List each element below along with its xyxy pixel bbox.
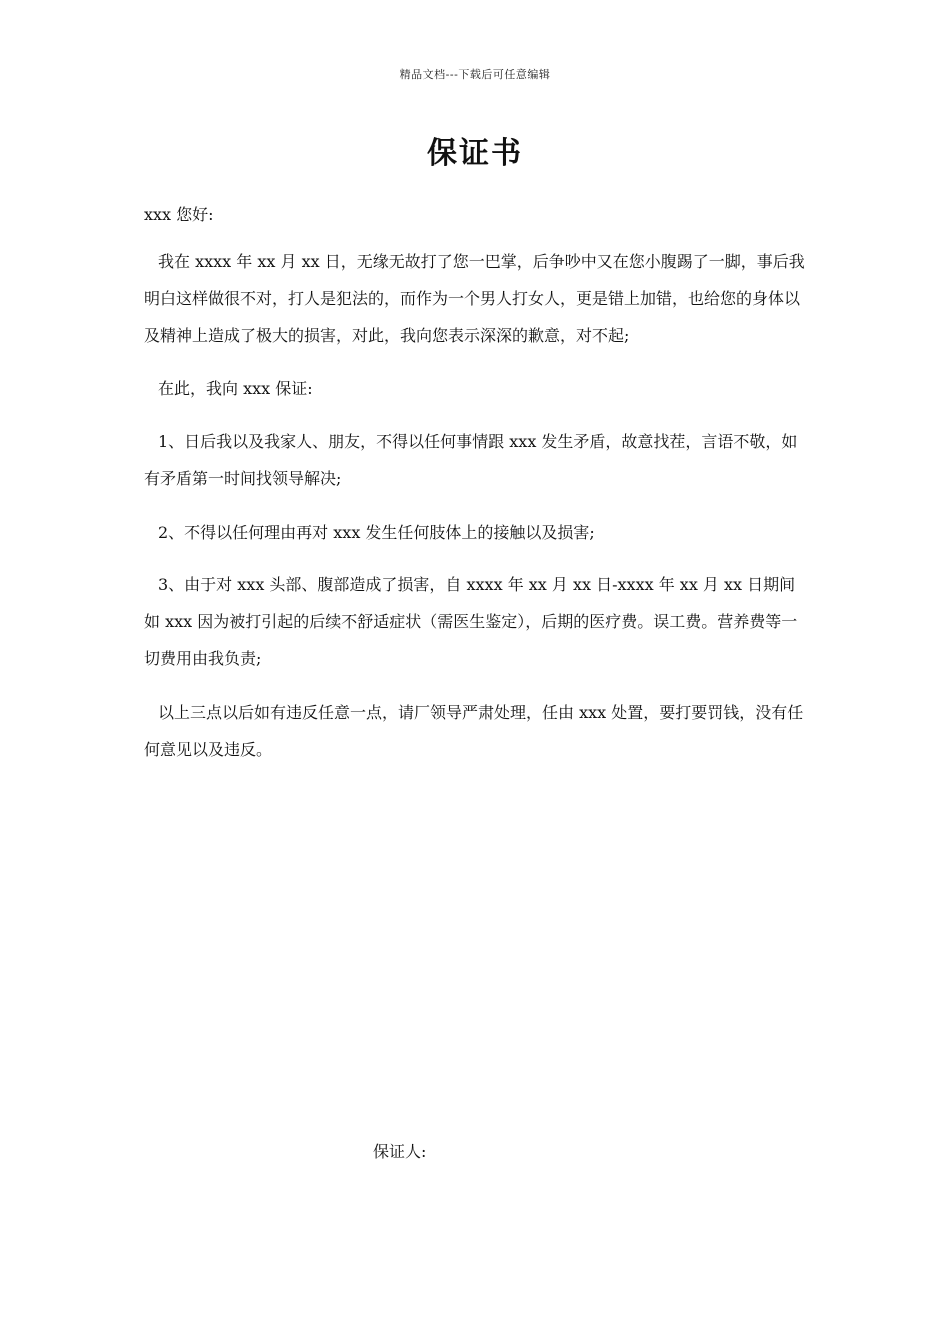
signature-label: 保证人: <box>373 1142 427 1161</box>
paragraph-item-1: 1、日后我以及我家人、朋友，不得以任何事情跟 xxx 发生矛盾，故意找茬，言语不敬，如有矛盾第一时间找领导解决; <box>144 432 798 488</box>
paragraph-item-3: 3、由于对 xxx 头部、腹部造成了损害，自 xxxx 年 xx 月 xx 日-xxxx 年 xx 月 xx 日期间如 xxx 因为被打引起的后续不舒适症状（需医生鉴定），后期的医疗费。误工费。营养费等一切费用由我负责; <box>144 575 798 668</box>
greeting: xxx 您好: <box>144 205 214 224</box>
paragraph-apology: 我在 xxxx 年 xx 月 xx 日，无缘无故打了您一巴掌，后争吵中又在您小腹踢了一脚，事后我明白这样做很不对，打人是犯法的，而作为一个男人打女人，更是错上加错，也给您的身体以及精神上造成了极大的损害，对此，我向您表示深深的歉意，对不起; <box>144 252 805 345</box>
paragraph-closing: 以上三点以后如有违反任意一点，请厂领导严肃处理，任由 xxx 处置，要打要罚钱，没有任何意见以及违反。 <box>144 703 804 759</box>
paragraph-pledge-intro: 在此，我向 xxx 保证: <box>158 379 313 398</box>
page-header-note: 精品文档---下载后可任意编辑 <box>399 68 551 81</box>
paragraph-item-2: 2、不得以任何理由再对 xxx 发生任何肢体上的接触以及损害; <box>158 523 595 542</box>
document-title: 保证书 <box>427 136 523 171</box>
